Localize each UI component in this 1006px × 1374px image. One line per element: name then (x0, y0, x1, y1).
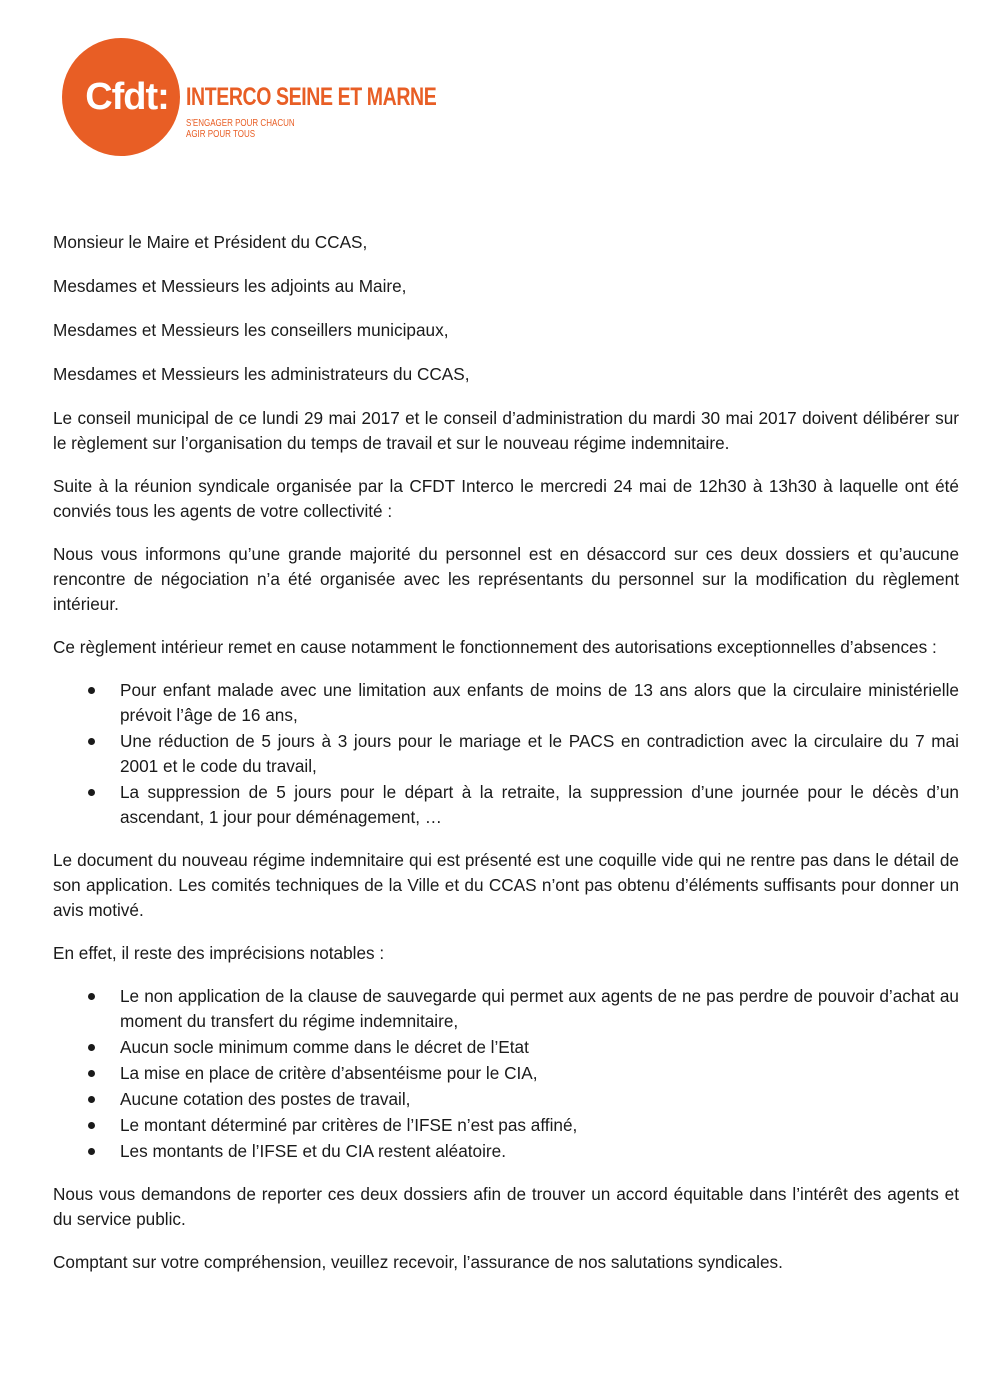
list-item (53, 678, 959, 728)
bullet-icon (88, 1122, 95, 1129)
paragraph-disagreement: Nous vous informons qu’une grande majorité du personnel est en désaccord sur ces deux dossiers et qu’aucune rencontre de négociation n’a été organisée avec les représentants du personnel sur la modification du règlement intérieur. (53, 544, 959, 614)
list-item-text: La mise en place de critère d’absentéisme pour le CIA, (120, 1063, 538, 1083)
salutation-line: Mesdames et Messieurs les administrateurs du CCAS, (53, 364, 470, 384)
logo-text: Cfdt: (85, 75, 169, 118)
paragraph-council-meeting: Le conseil municipal de ce lundi 29 mai 2017 et le conseil d’administration du mardi 30 mai 2017 doivent délibérer sur le règlement sur l’organisation du temps de travail et sur le nouveau régime indemnitaire. (53, 408, 959, 453)
list-item-text: Pour enfant malade avec une limitation aux enfants de moins de 13 ans alors que la circulaire ministérielle prévoit l’âge de 16 ans, (120, 680, 959, 725)
list-item (53, 780, 959, 830)
list-item (53, 1139, 959, 1164)
list-item-text: Aucun socle minimum comme dans le décret de l’Etat (120, 1037, 529, 1057)
paragraph-closing: Comptant sur votre compréhension, veuillez recevoir, l’assurance de nos salutations syndicales. (53, 1252, 783, 1272)
org-name: INTERCO SEINE ET MARNE (186, 83, 437, 111)
list-item (53, 1035, 959, 1060)
imprecisions-list (53, 984, 959, 1164)
list-item-text: La suppression de 5 jours pour le départ à la retraite, la suppression d’une journée pour le décès d’un ascendant, 1 jour pour déménagement, … (120, 782, 959, 827)
cfdt-logo (62, 38, 180, 156)
bullet-icon (88, 738, 95, 745)
list-item-text: Aucune cotation des postes de travail, (120, 1089, 411, 1109)
paragraph-request: Nous vous demandons de reporter ces deux dossiers afin de trouver un accord équitable dans l’intérêt des agents et du service public. (53, 1184, 959, 1229)
list-item-text: Le non application de la clause de sauvegarde qui permet aux agents de ne pas perdre de pouvoir d’achat au moment du transfert du régime indemnitaire, (120, 986, 959, 1031)
paragraph-imprecisions-intro: En effet, il reste des imprécisions notables : (53, 943, 385, 963)
bullet-icon (88, 789, 95, 796)
paragraph-absences-intro: Ce règlement intérieur remet en cause notamment le fonctionnement des autorisations exceptionnelles d’absences : (53, 637, 937, 657)
list-item (53, 1061, 959, 1086)
list-item-text: Les montants de l’IFSE et du CIA restent aléatoire. (120, 1141, 506, 1161)
letter-body (53, 230, 959, 1293)
salutation-line: Monsieur le Maire et Président du CCAS, (53, 232, 368, 252)
org-tagline (186, 118, 443, 140)
bullet-icon (88, 1070, 95, 1077)
absences-list (53, 678, 959, 830)
tagline-line-1: S'ENGAGER POUR CHACUN (186, 118, 295, 129)
org-header (186, 83, 507, 140)
bullet-icon (88, 1044, 95, 1051)
bullet-icon (88, 1148, 95, 1155)
bullet-icon (88, 687, 95, 694)
bullet-icon (88, 993, 95, 1000)
list-item (53, 984, 959, 1034)
bullet-icon (88, 1096, 95, 1103)
tagline-line-2: AGIR POUR TOUS (186, 129, 256, 140)
salutation-block (53, 230, 959, 387)
list-item (53, 1113, 959, 1138)
salutation-line: Mesdames et Messieurs les conseillers municipaux, (53, 320, 449, 340)
list-item (53, 729, 959, 779)
list-item (53, 1087, 959, 1112)
paragraph-union-meeting: Suite à la réunion syndicale organisée par la CFDT Interco le mercredi 24 mai de 12h30 à 13h30 à laquelle ont été conviés tous les agents de votre collectivité : (53, 476, 959, 521)
list-item-text: Le montant déterminé par critères de l’IFSE n’est pas affiné, (120, 1115, 578, 1135)
paragraph-regime-document: Le document du nouveau régime indemnitaire qui est présenté est une coquille vide qui ne rentre pas dans le détail de son application. Les comités techniques de la Ville et du CCAS n’ont pas obtenu d’éléments suffisants pour donner un avis motivé. (53, 850, 959, 920)
list-item-text: Une réduction de 5 jours à 3 jours pour le mariage et le PACS en contradiction avec la circulaire du 7 mai 2001 et le code du travail, (120, 731, 959, 776)
salutation-line: Mesdames et Messieurs les adjoints au Maire, (53, 276, 407, 296)
